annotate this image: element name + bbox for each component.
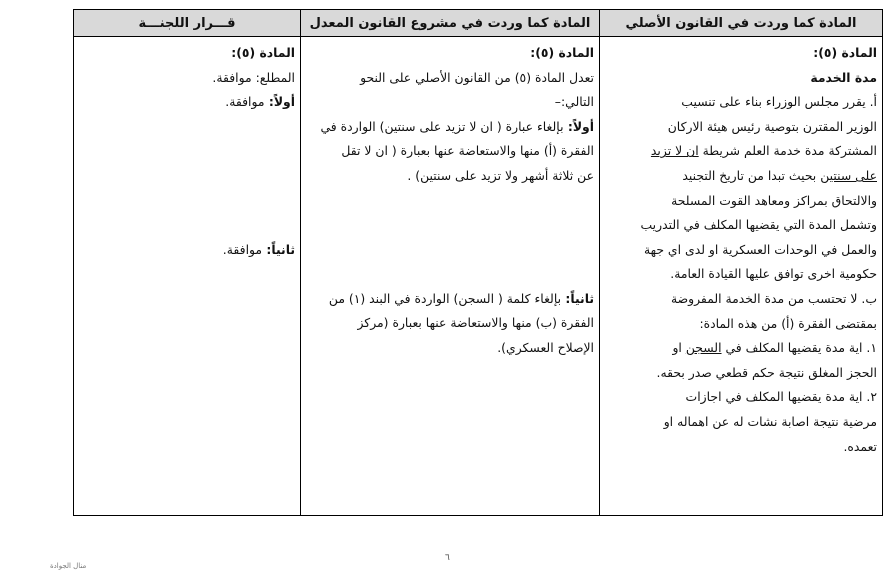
original-item-2-line: ٢. اية مدة يقضيها المكلف في اجازات: [685, 389, 877, 405]
original-para-a-line: الوزير المقترن بتوصية رئيس هيئة الاركان: [667, 118, 877, 134]
amended-text: بإلغاء عبارة ( ان لا تزيد على سنتين) الواردة في: [320, 118, 564, 134]
first-label: أولاً:: [563, 118, 594, 134]
original-para-b-line: بمقتضى الفقرة (أ) من هذه المادة:: [699, 315, 877, 331]
table-header-row: [74, 10, 883, 37]
decision-article-title: المادة (٥):: [231, 45, 295, 60]
underlined-text: ان لا تزيد: [650, 143, 699, 159]
original-text: بحيث تبدا من تاريخ التجنيد: [682, 167, 821, 183]
decision-preamble: المطلع: موافقة.: [212, 69, 295, 85]
amended-first-line: [306, 115, 594, 140]
amended-second-line: الإصلاح العسكري).: [497, 339, 594, 355]
amended-second-line: [306, 287, 594, 312]
first-label: أولاً:: [264, 94, 295, 110]
decision-first-line: [79, 90, 295, 115]
original-para-b-line: ب. لا تحتسب من مدة الخدمة المفروضة: [670, 290, 877, 306]
original-para-a-line: أ. يقرر مجلس الوزراء بناء على تنسيب: [681, 94, 877, 110]
page-number: ٦: [445, 553, 450, 563]
header-committee-decision: قـــرار اللجنـــة: [74, 10, 301, 37]
footer-signature: منال الجوادة: [50, 562, 87, 570]
original-law-cell: [600, 37, 883, 516]
original-item-1-line: [605, 336, 877, 361]
second-label: ثانياً:: [262, 241, 295, 257]
amended-draft-cell: [301, 37, 600, 516]
original-text: ١. اية مدة يقضيها المكلف في: [721, 340, 877, 356]
amended-intro-line: التالي:–: [554, 94, 594, 110]
decision-second-line: [79, 238, 295, 263]
underlined-text: السجن: [685, 340, 722, 356]
amended-second-line: الفقرة (ب) منها والاستعاضة عنها بعبارة (مركز: [357, 315, 594, 331]
amended-first-line: عن ثلاثة أشهر ولا تزيد على سنتين) .: [407, 167, 594, 183]
amended-article-title: المادة (٥):: [530, 45, 594, 60]
original-para-a-line: حكومية اخرى توافق عليها القيادة العامة.: [670, 266, 877, 282]
header-original-law: المادة كما وردت في القانون الأصلي: [600, 10, 883, 37]
header-amended-draft: المادة كما وردت في مشروع القانون المعدل: [301, 10, 600, 37]
decision-text: موافقة.: [222, 241, 263, 257]
original-para-a-line: والالتحاق بمراكز ومعاهد القوت المسلحة: [671, 192, 877, 208]
amended-text: بإلغاء كلمة ( السجن) الواردة في البند (١) من: [328, 290, 562, 306]
second-label: ثانياً:: [561, 290, 594, 306]
comparison-table: [73, 9, 883, 516]
original-para-a-line: [605, 164, 877, 189]
table-row: [74, 37, 883, 516]
original-para-a-line: وتشمل المدة التي يقضيها المكلف في التدريب: [640, 217, 877, 233]
decision-text: موافقة.: [225, 94, 265, 110]
original-item-2-line: تعمده.: [843, 438, 877, 454]
original-item-2-line: مرضية نتيجة اصابة نشات له عن اهماله او: [663, 413, 877, 429]
original-text: المشتركة مدة خدمة العلم شريطة: [698, 143, 877, 159]
original-text: او: [672, 340, 686, 356]
original-item-1-line: الحجز المغلق نتيجة حكم قطعي صدر بحقه.: [656, 364, 877, 380]
original-heading: مدة الخدمة: [810, 69, 877, 85]
underlined-text: على سنتين: [820, 167, 877, 183]
committee-decision-cell: [74, 37, 301, 516]
original-article-title: المادة (٥):: [813, 45, 877, 60]
amended-first-line: الفقرة (أ) منها والاستعاضة عنها بعبارة ( ان لا تقل: [341, 143, 594, 159]
original-para-a-line: والعمل في الوحدات العسكرية او لدى اي جهة: [643, 241, 877, 257]
original-para-a-line: [605, 139, 877, 164]
amended-intro-line: تعدل المادة (٥) من القانون الأصلي على النحو: [360, 69, 594, 85]
